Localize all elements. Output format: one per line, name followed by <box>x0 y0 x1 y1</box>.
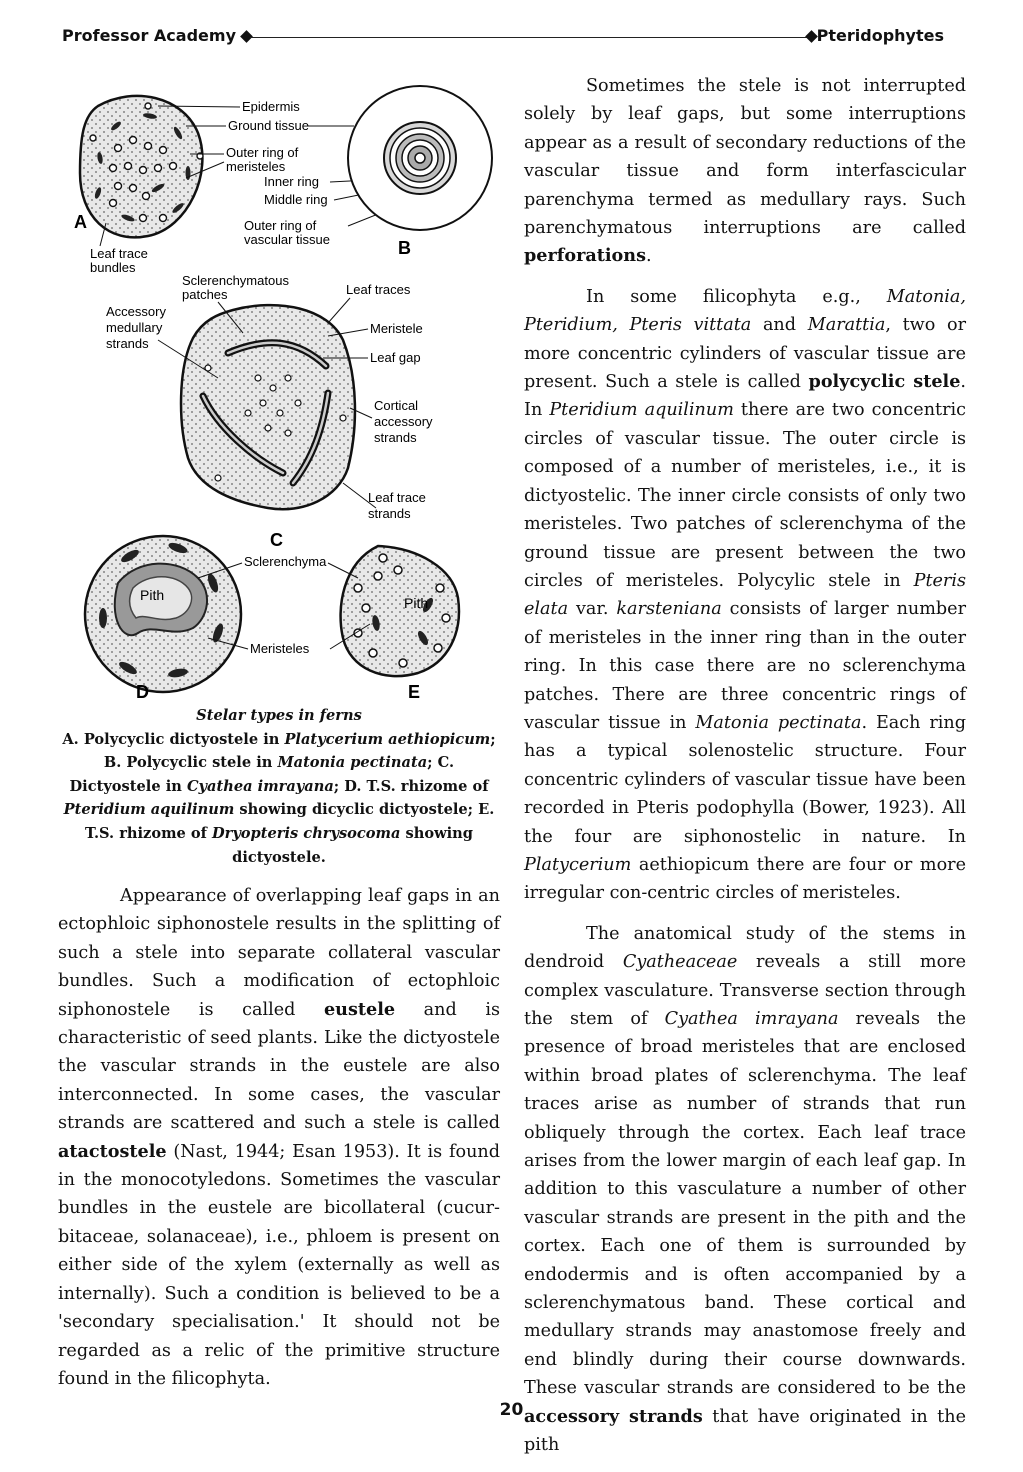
label-epidermis: Epidermis <box>242 99 300 114</box>
text-run: . <box>645 246 652 267</box>
text-run: Appearance of overlapping leaf gaps in an ectophloic siphonostele results in the splitting of such a stele into separate collateral vascular bundles. Such a modification of ectophloic siphonostele is called <box>58 886 500 1020</box>
bold-term: polycyclic stele <box>808 371 961 393</box>
bold-term: atactostele <box>58 1140 167 1162</box>
italic-term: karsteniana <box>616 599 722 620</box>
diagram-c <box>181 305 355 550</box>
label-middle-ring: Middle ring <box>264 192 328 207</box>
diagram-d <box>85 536 241 702</box>
italic-term: Matonia pectinata <box>695 712 862 733</box>
page-number: 20 <box>499 1400 524 1420</box>
diagram-a <box>74 96 203 275</box>
label-d: D <box>136 682 149 702</box>
text-run: aethiopicum there are four or more irregular con-centric circles of meristeles. <box>524 854 966 904</box>
paragraph <box>524 920 966 1460</box>
label-leaf-trace-bundles: Leaf trace <box>90 246 148 261</box>
label-e: E <box>408 682 421 702</box>
label-leaf-trace-strands: Leaf trace <box>368 490 426 505</box>
label-outer-ring-meristeles: Outer ring of <box>226 145 299 160</box>
italic-term: Matonia, Pteridium, Pteris vittata <box>524 286 966 336</box>
label-a: A <box>74 212 87 232</box>
italic-term: Marattia <box>807 315 886 336</box>
label-sclerenchymatous-patches: Sclerenchymatous <box>182 273 289 288</box>
text-run: Sometimes the stele is not interrupted solely by leaf gaps, but some interruptions appear as a result of secondary reductions of the vascular tissue and form interfascicular parenchyma termed as medullary rays. Such parenchymatous interruptions are called <box>524 76 966 239</box>
diagram-b <box>348 86 492 258</box>
label-pith-d: Pith <box>140 587 165 603</box>
label-cortical-accessory: strands <box>374 430 417 445</box>
header-right-title: Pteridophytes <box>816 26 944 45</box>
running-header <box>62 26 944 50</box>
paragraph <box>58 882 500 1393</box>
label-accessory-medullary: medullary <box>106 320 163 335</box>
caption-run: A. Polycyclic dictyostele in <box>62 730 285 748</box>
text-run: and is characteristic of seed plants. Like the dictyostele the vascular strands in the eustele are also interconnected. In some cases, the vascular strands are scattered and such a stele is called <box>58 999 500 1134</box>
caption-run: ; D. T.S. rhizome of <box>333 777 489 795</box>
label-sclerenchyma: Sclerenchyma <box>244 554 327 569</box>
text-run: In some filicophyta e.g., <box>586 286 887 307</box>
text-run: reveals the presence of broad meristeles that are enclosed within broad plates of sclerenchyma. The leaf traces arise as number of strands that run obliquely through the cortex. Each leaf trace arises from the lower margin of each leaf gap. In addition to this vasculature a number of other vascular strands are present in the pith and the cortex. Each one of them is surrounded by endodermis and is often accompanied by a sclerenchymatous band. These cortical and medullary strands may anastomose freely and end blindly during their course downwards. These vascular strands are considered to be the <box>524 1009 966 1399</box>
caption-run: ; B. Polycyclic stele in <box>103 730 496 772</box>
diagram-e <box>341 546 459 702</box>
italic-term: Platycerium <box>524 854 632 875</box>
italic-term: Pteris elata <box>524 570 966 620</box>
bold-term: eustele <box>323 998 396 1020</box>
italic-term: Cyathea imrayana <box>664 1009 839 1029</box>
label-leaf-trace-strands: strands <box>368 506 411 521</box>
label-outer-ring-vascular: vascular tissue <box>244 232 330 247</box>
paragraph <box>524 283 966 908</box>
label-outer-ring-vascular: Outer ring of <box>244 218 317 233</box>
italic-term: Pteridium aquilinum <box>549 400 734 421</box>
label-leaf-trace-bundles: bundles <box>90 260 136 275</box>
label-ground-tissue: Ground tissue <box>228 118 309 133</box>
stelar-types-figure <box>58 78 500 702</box>
bold-term: perforations <box>524 245 646 267</box>
caption-run: Cyathea imrayana <box>186 777 334 795</box>
header-rule <box>250 37 808 38</box>
caption-title: Stelar types in ferns <box>196 707 362 724</box>
text-run: . In <box>524 372 966 421</box>
caption-run: Matonia pectinata <box>277 754 428 772</box>
label-inner-ring: Inner ring <box>264 174 319 189</box>
label-accessory-medullary: strands <box>106 336 149 351</box>
header-left-title: Professor Academy <box>62 26 236 45</box>
figure-caption <box>58 704 500 869</box>
caption-run: showing dicyclic dictyostele; E. T.S. rhizome of <box>84 801 495 842</box>
label-cortical-accessory: accessory <box>374 414 433 429</box>
caption-run: showing dictyostele. <box>232 824 474 866</box>
text-run: there are two concentric circles of vascular tissue. The outer circle is composed of a number of meristeles, i.e., it is dictyostelic. The inner circle consists of only two meristeles. Two patches of sclerenchyma of the ground tissue are present between the two circles of meristeles. Polycylic stele in <box>524 400 966 591</box>
caption-run: ; C. Dictyostele in <box>69 754 455 795</box>
left-column-text <box>58 882 500 1405</box>
label-leaf-gap: Leaf gap <box>370 350 421 365</box>
label-outer-ring-meristeles: meristeles <box>226 159 286 174</box>
label-meristele: Meristele <box>370 321 423 336</box>
caption-run: Platycerium aethiopicum <box>284 730 491 748</box>
caption-run: Pteridium aquilinum <box>63 801 235 819</box>
label-c: C <box>270 530 283 550</box>
text-run: . Each ring has a typical solenostelic structure. Four concentric cylinders of vascular tissue have been recorded in Pteris podophylla (Bower, 1923). All the four are siphonostelic in nature. In <box>524 712 966 847</box>
caption-body <box>62 731 495 866</box>
label-leaf-traces: Leaf traces <box>346 282 411 297</box>
text-run: that have originated in the pith <box>524 1406 966 1456</box>
text-run: reveals a still more complex vasculature. Transverse section through the stem of <box>524 952 966 1029</box>
label-cortical-accessory: Cortical <box>374 398 419 413</box>
text-run: (Nast, 1944; Esan 1953). It is found in the monocotyledons. Sometimes the vascular bundles in the eustele are bicollateral (cucur-bitaceae, solanaceae), i.e., phloem is present on either side of the xylem (externally as well as internally). Such a condition is believed to be a 'secondary specialisation.' It should not be regarded as a relic of the primitive structure found in the filicophyta. <box>58 1141 500 1389</box>
paragraph <box>524 72 966 271</box>
bold-term: accessory strands <box>524 1405 703 1427</box>
text-run: , two or more concentric cylinders of vascular tissue are present. Such a stele is called <box>524 315 966 393</box>
text-run: The anatomical study of the stems in dendroid <box>524 923 966 973</box>
label-accessory-medullary: Accessory <box>106 304 166 319</box>
caption-run: Dryopteris chrysocoma <box>211 824 401 842</box>
label-b: B <box>398 238 411 258</box>
right-column-text <box>524 72 966 1472</box>
label-sclerenchymatous-patches: patches <box>182 287 228 302</box>
text-run: consists of larger number of meristeles in the inner ring than in the outer ring. In this case there are no sclerenchyma patches. There are three concentric rings of vascular tissue in <box>524 599 967 733</box>
italic-term: Cyatheaceae <box>622 952 738 973</box>
text-run: var. <box>568 599 617 620</box>
text-run: and <box>751 315 808 336</box>
label-meristeles: Meristeles <box>250 641 310 656</box>
label-pith-e: Pith <box>404 595 429 611</box>
